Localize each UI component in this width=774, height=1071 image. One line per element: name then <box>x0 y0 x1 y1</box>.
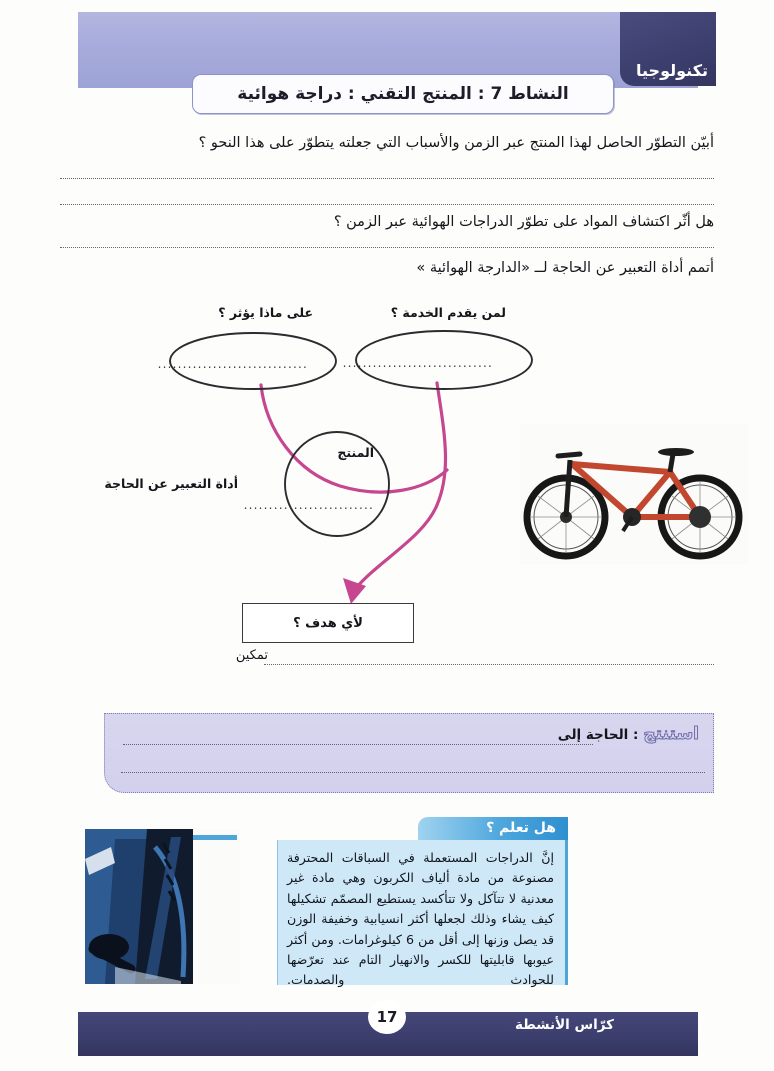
did-you-know-label: هل تعلم ؟ <box>486 820 556 836</box>
conclusion-line-2[interactable] <box>121 772 705 773</box>
activity-title-plate <box>192 74 614 114</box>
answer-line-1a[interactable] <box>60 178 714 179</box>
conclusion-line-1[interactable] <box>123 744 593 745</box>
goal-box-label: لأي هدف ؟ <box>293 615 363 631</box>
connector-arrowhead <box>343 578 366 604</box>
goal-box[interactable] <box>242 603 414 643</box>
subject-tab <box>620 12 716 86</box>
answer-dots-product[interactable]: .......................... <box>243 498 374 512</box>
did-you-know-body <box>277 840 568 988</box>
connector-left <box>261 385 447 492</box>
answer-dots-service[interactable]: .............................. <box>342 356 493 370</box>
bicycle-photo <box>520 424 748 564</box>
answer-line-1b[interactable] <box>60 204 714 205</box>
answer-dots-impact[interactable]: .............................. <box>157 357 308 371</box>
conclusion-prompt: : الحاجة إلى <box>557 727 639 743</box>
question-1: أبيّن التطوّر الحاصل لهذا المنتج عبر الزمن والأسباب التي جعلته يتطوّر على هذا النحو ؟ <box>198 135 714 151</box>
conclusion-box <box>104 713 714 793</box>
question-3: أتمم أداة التعبير عن الحاجة لــ «الدارجة الهوائية » <box>416 260 714 276</box>
booklet-label: كرّاس الأنشطة <box>514 1017 614 1033</box>
page-number: 17 <box>376 1008 398 1026</box>
label-impact: على ماذا يؤثر ؟ <box>218 305 313 320</box>
did-you-know-tab <box>418 817 568 842</box>
page-title: النشاط 7 : المنتج التقني : دراجة هوائية <box>237 84 569 104</box>
conclusion-word: استنتج <box>643 724 699 744</box>
answer-line-tamkeen[interactable] <box>264 664 714 665</box>
page-number-badge <box>368 1000 406 1034</box>
label-service-recipient: لمن يقدم الخدمة ؟ <box>390 305 506 320</box>
conclusion-heading <box>558 724 699 744</box>
label-needs-expression-tool: أداة التعبير عن الحاجة <box>104 476 238 491</box>
question-2: هل أثّر اكتشاف المواد على تطوّر الدراجات الهوائية عبر الزمن ؟ <box>333 214 714 230</box>
did-you-know-text: إنَّ الدراجات المستعملة في السباقات المحترفة مصنوعة من مادة ألياف الكربون وهي مادة غير معدنية لا تتآكل ولا تتأكسد يستطيع المصمّم تشكيلها كيف يشاء وذلك لجعلها أكثر انسيابية وخفيفة الوزن قد يصل وزنها إلى أقل من 6 كيلوغرامات. ومن أكثر عيوبها قابليتها للكسر والانهيار التام عند تعرّضها للحوادث والصدمات. <box>287 850 554 988</box>
connector-right <box>356 383 446 588</box>
bike-frame-photo <box>85 829 240 984</box>
label-product: المنتج <box>337 445 374 460</box>
carbon-frame-illustration <box>85 829 240 984</box>
bicycle-illustration <box>520 424 748 564</box>
answer-line-2a[interactable] <box>60 247 714 248</box>
subject-tab-label: تكنولوجيا <box>636 61 708 80</box>
tamkeen-note: تمكين <box>235 648 268 663</box>
